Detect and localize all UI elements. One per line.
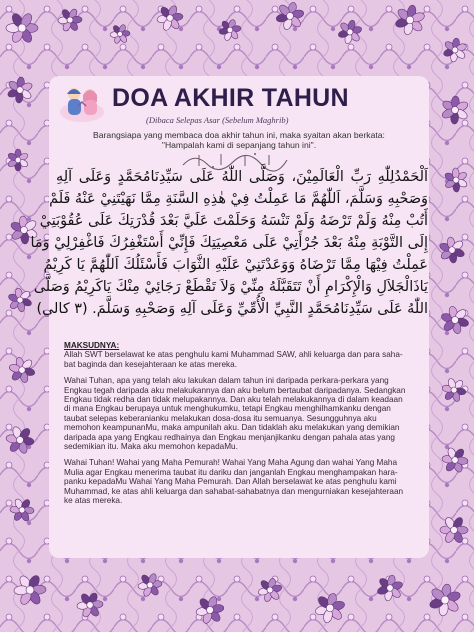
translation-section	[64, 341, 424, 513]
arabic-line: اللّٰهُ عَلَى سَيِّدِنَامُحَمَّدٍ النَّبِيِّ الْأُمِّيِّ وَعَلَى آلِهِ وَصَحْبِهِ وَسَلَّمَ. (٣ كالي)	[36, 301, 428, 317]
translation-line: Muhammad, ke atas ahli keluarga dan sahabat-sahabatnya dan mengurniakan kesejahteraan	[64, 486, 404, 496]
translation-paragraph	[64, 350, 424, 369]
intro-line: Barangsiapa yang membaca doa akhir tahun ini, maka syaitan akan berkata:	[93, 130, 385, 140]
translation-line: memohon keampunanMu, maka ampunilah aku. Dan tidaklah aku melakukan yang demikian	[64, 423, 400, 433]
translation-line: Wahai Tuhan! Wahai yang Maha Pemurah! Wahai Yang Maha Agung dan wahai Yang Maha	[64, 458, 398, 468]
translation-paragraph	[64, 458, 424, 505]
translation-line: taubat selepas keberanianku melakukan dosa-dosa itu semuanya. Sesungguhnya aku	[64, 413, 377, 423]
intro-line: "Hampalah kami di sepanjang tahun ini".	[161, 140, 317, 150]
translation-line: sedemikian itu. Maka aku memohon kepadaMu.	[64, 442, 238, 452]
translation-line: di mana Engkau berupaya untuk menghukumku, tetapi Engkau menghilhamkanku dengan	[64, 404, 391, 414]
translation-line: Wahai Tuhan, apa yang telah aku lakukan dalam tahun ini daripada perkara-perkara yang	[64, 376, 389, 386]
translation-paragraph	[64, 376, 424, 451]
translation-line: daripada apa yang Engkau redhainya dan Engkau menjanjikanku dengan pahala atas yang	[64, 432, 395, 442]
page-header	[58, 80, 418, 130]
arabic-line: إِلَى التَّوْبَةِ مِنْهُ بَعْدَ جُرْأَتِيْ عَلَى مَعْصِيَتِكَ فَإِنِّيْ أَسْتَغْفِرُكَ فَاغْفِرْلِيْ وَمَا	[30, 235, 428, 251]
arabic-line: أَتُبْ مِنْهُ وَلَمْ تَرْضَهُ وَلَمْ تَنْسَهُ وَحَلَمْتَ عَلَيَّ بَعْدَ قُدْرَتِكَ عَلَى عُقُوْبَتِيْ	[39, 213, 428, 229]
translation-line: Engkau tegah daripada aku melakukannya dan aku belum bertaubat daripadanya. Sedangkan	[64, 385, 406, 395]
translation-line: panku kepadaMu Wahai Yang Maha Pemurah. Dan Allah berselawat ke atas penghulu kami	[64, 477, 397, 487]
translation-line: Mulia agar Engkau menerima taubat itu dariku dan janganlah Engkau menghampakan hara-	[64, 467, 398, 477]
prayer-arabic-text	[30, 166, 428, 320]
arabic-line: يَاذَالْجَلاَلِ وَالْإِكْرَامِ أَنْ تَتَقَبَّلَهُ مِنِّيْ وَلاَ تَقْطَعْ رَجَائِيْ مِنْكَ يَاكَرِيْمُ وَصَلَّى	[33, 279, 428, 295]
children-praying-icon	[58, 82, 106, 124]
translation-line: bat baginda dan kesejahteraan ke atas mereka.	[64, 359, 237, 369]
arabic-line: وَصَحْبِهِ وَسَلَّمَ، اَللّٰهُمَّ مَا عَمِلْتُ فِيْ هٰذِهِ السَّنَةِ مِمَّا نَهَيْتَنِيْ عَنْهُ فَلَمْ	[49, 191, 428, 207]
arabic-line: عَمِلْتُ فِيْهَا مِمَّا تَرْضَاهُ وَوَعَدْتَنِيْ عَلَيْهِ الثَّوَابَ فَأَسْئَلُكَ اَللّٰهُمَّ يَا كَرِيْمُ	[43, 257, 428, 273]
translation-line: ke atas mereka.	[64, 496, 123, 506]
intro-text	[64, 130, 414, 150]
translation-line: Allah SWT berselawat ke atas penghulu kami Muhammad SAW, ahli keluarga dan para saha-	[64, 350, 403, 360]
translation-line: Engkau tidak redha dan tidak melupakannya. Dan aku telah melakukannya di dalam keadaan	[64, 395, 403, 405]
translation-heading: MAKSUDNYA:	[64, 341, 120, 350]
page-subtitle: (Dibaca Selepas Asar (Sebelum Maghrib)	[146, 115, 289, 125]
page-title: DOA AKHIR TAHUN	[112, 84, 349, 112]
arabic-line: اَلْحَمْدُلِلّٰهِ رَبِّ الْعَالَمِيْنَ، وَصَلَّى اللّٰهُ عَلَى سَيِّدِنَامُحَمَّدٍ وَعَلَى آلِهِ	[56, 169, 428, 185]
